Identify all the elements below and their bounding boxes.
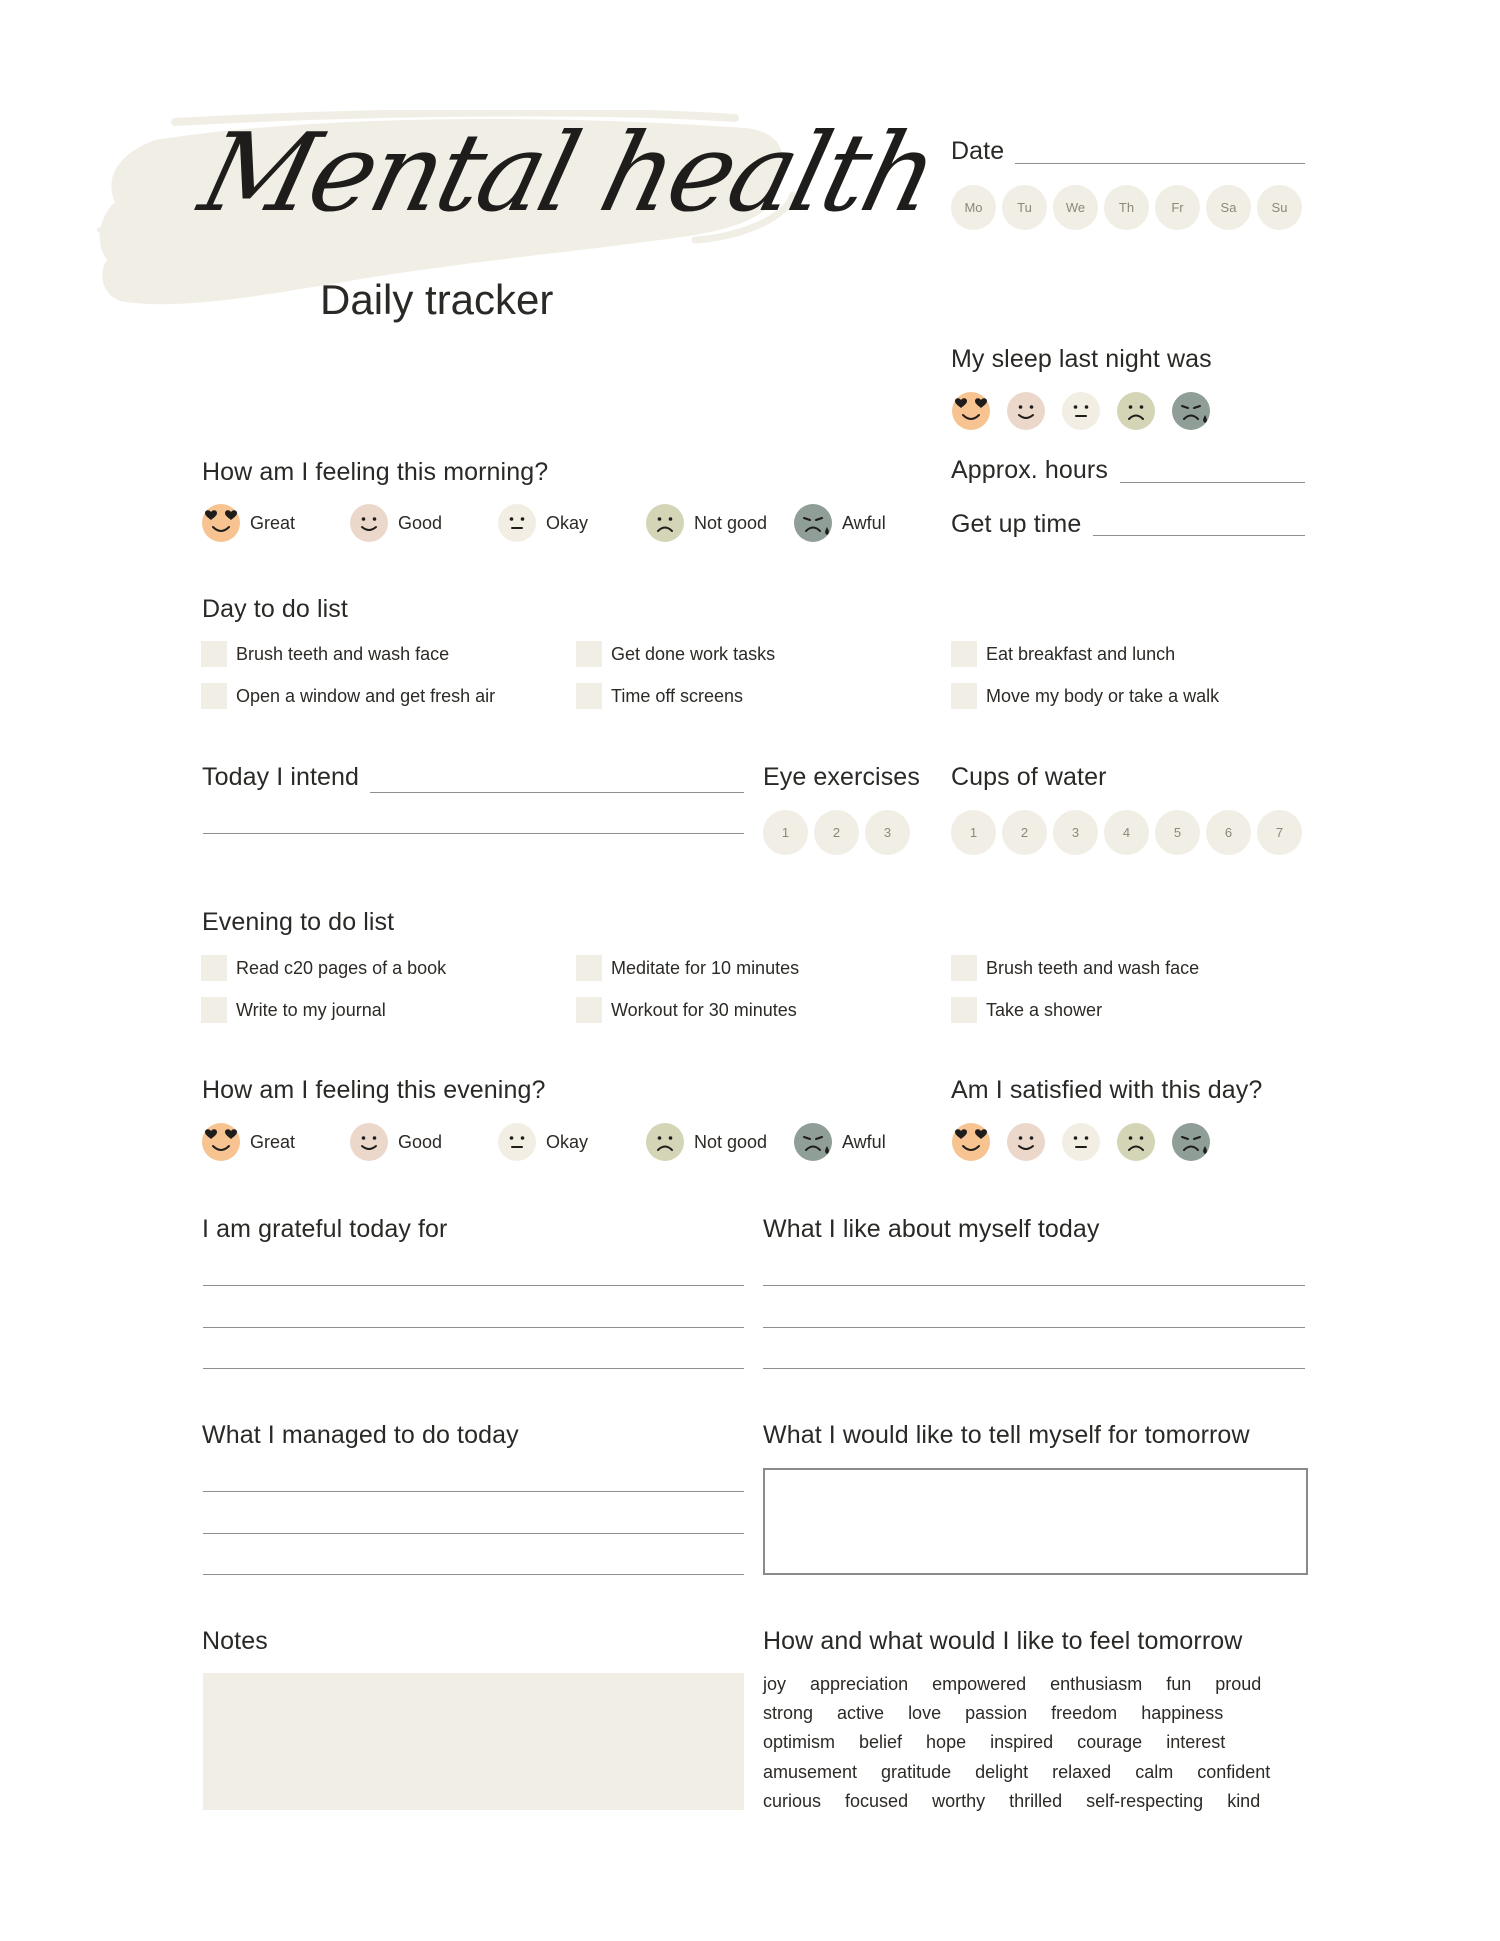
feel-word[interactable]: fun [1166, 1674, 1192, 1694]
checkbox[interactable] [951, 955, 977, 981]
getup-time-label: Get up time [951, 510, 1082, 538]
feel-word[interactable]: passion [965, 1703, 1028, 1724]
feel-word[interactable]: inspired [990, 1732, 1054, 1753]
date-line[interactable] [1015, 163, 1305, 164]
feel-word[interactable]: love [908, 1703, 942, 1724]
mood-option-not-good[interactable] [645, 503, 793, 543]
approx-hours-label: Approx. hours [951, 456, 1108, 484]
todo-item[interactable] [951, 683, 1326, 709]
checkbox[interactable] [201, 955, 227, 981]
frown-face-icon [645, 503, 685, 543]
count-circle[interactable]: 5 [1155, 810, 1200, 855]
feel-word[interactable]: belief [859, 1732, 903, 1753]
mood-option-not-good[interactable] [645, 1122, 793, 1162]
mood-label: Okay [546, 512, 589, 533]
neutral-face-icon [497, 503, 537, 543]
eye-exercises-label: Eye exercises [763, 763, 920, 791]
evening-todo-list [201, 955, 1326, 1023]
todo-label: Meditate for 10 minutes [611, 957, 800, 978]
todo-item[interactable] [951, 955, 1326, 981]
morning-mood-label: How am I feeling this morning? [202, 458, 549, 486]
count-circle[interactable]: 4 [1104, 810, 1149, 855]
heart-eyes-face-icon[interactable] [951, 391, 991, 431]
feel-word[interactable]: curious [763, 1790, 822, 1811]
intend-line[interactable] [203, 833, 744, 834]
like-myself-line[interactable] [763, 1285, 1305, 1286]
feel-word[interactable]: appreciation [810, 1674, 909, 1694]
mood-option-good[interactable] [349, 503, 497, 543]
eye-exercises-counter [763, 810, 910, 855]
day-circle[interactable]: Fr [1155, 185, 1200, 230]
todo-item[interactable] [201, 641, 576, 667]
approx-hours-line[interactable] [1120, 482, 1305, 483]
evening-todo-label: Evening to do list [202, 908, 395, 936]
feel-word[interactable]: freedom [1051, 1703, 1118, 1724]
smile-face-icon[interactable] [1006, 391, 1046, 431]
feel-words-row [763, 1728, 1323, 1757]
todo-label: Brush teeth and wash face [236, 643, 450, 664]
checkbox[interactable] [576, 641, 602, 667]
feel-word[interactable]: amusement [763, 1761, 858, 1782]
frown-face-icon [645, 1122, 685, 1162]
feel-word[interactable]: proud [1215, 1674, 1262, 1694]
tell-tomorrow-textarea[interactable] [763, 1468, 1308, 1575]
todo-item[interactable] [201, 997, 576, 1023]
feel-word[interactable]: enthusiasm [1050, 1674, 1143, 1694]
feel-word[interactable]: worthy [932, 1790, 986, 1811]
satisfied-label: Am I satisfied with this day? [951, 1076, 1263, 1104]
heart-eyes-face-icon [201, 503, 241, 543]
managed-label: What I managed to do today [202, 1421, 519, 1449]
count-circle[interactable]: 2 [814, 810, 859, 855]
feel-word[interactable]: happiness [1141, 1703, 1224, 1724]
grateful-label: I am grateful today for [202, 1215, 448, 1243]
day-circle[interactable]: We [1053, 185, 1098, 230]
mood-label: Good [398, 1131, 443, 1152]
todo-label: Workout for 30 minutes [611, 999, 797, 1020]
todo-label: Read c20 pages of a book [236, 957, 447, 978]
feel-word[interactable]: courage [1077, 1732, 1143, 1753]
getup-time-line[interactable] [1093, 535, 1305, 536]
grateful-line[interactable] [203, 1285, 744, 1286]
mood-option-awful[interactable] [793, 1122, 941, 1162]
sleep-rating [951, 391, 1211, 431]
day-todo-label: Day to do list [202, 595, 348, 623]
satisfied-rating [951, 1122, 1211, 1162]
mood-option-great[interactable] [201, 503, 349, 543]
crying-face-icon [793, 503, 833, 543]
todo-label: Move my body or take a walk [986, 685, 1220, 706]
todo-label: Get done work tasks [611, 643, 776, 664]
todo-label: Take a shower [986, 999, 1103, 1020]
feel-word[interactable]: focused [845, 1790, 909, 1811]
checkbox[interactable] [576, 683, 602, 709]
todo-item[interactable] [201, 955, 576, 981]
water-label: Cups of water [951, 763, 1107, 791]
feel-word[interactable]: optimism [763, 1732, 836, 1753]
like-myself-label: What I like about myself today [763, 1215, 1100, 1243]
count-circle[interactable]: 3 [865, 810, 910, 855]
heart-eyes-face-icon[interactable] [951, 1122, 991, 1162]
page-title-script: Mental health [189, 111, 948, 236]
count-circle[interactable]: 7 [1257, 810, 1302, 855]
like-myself-line[interactable] [763, 1368, 1305, 1369]
mood-label: Awful [842, 1131, 886, 1152]
checkbox[interactable] [951, 641, 977, 667]
todo-item[interactable] [576, 683, 951, 709]
feel-word[interactable]: active [837, 1703, 885, 1724]
managed-line[interactable] [203, 1491, 744, 1492]
day-todo-list [201, 641, 1326, 709]
intend-line[interactable] [370, 792, 744, 793]
todo-item[interactable] [576, 641, 951, 667]
feel-words-row [763, 1699, 1323, 1728]
todo-item[interactable] [951, 997, 1326, 1023]
intend-label: Today I intend [202, 763, 360, 791]
todo-item[interactable] [951, 641, 1326, 667]
todo-item[interactable] [201, 683, 576, 709]
feel-words-row [763, 1787, 1323, 1816]
day-circle[interactable]: Su [1257, 185, 1302, 230]
feel-word[interactable]: thrilled [1009, 1790, 1063, 1811]
feel-words-row [763, 1670, 1323, 1699]
todo-item[interactable] [576, 955, 951, 981]
day-circle[interactable]: Sa [1206, 185, 1251, 230]
feel-word[interactable]: hope [926, 1732, 967, 1753]
notes-label: Notes [202, 1627, 268, 1655]
managed-line[interactable] [203, 1533, 744, 1534]
mood-label: Awful [842, 512, 886, 533]
feel-word[interactable]: self-respecting [1086, 1790, 1204, 1811]
neutral-face-icon[interactable] [1061, 1122, 1101, 1162]
checkbox[interactable] [951, 683, 977, 709]
grateful-line[interactable] [203, 1327, 744, 1328]
day-circle[interactable]: Th [1104, 185, 1149, 230]
smile-face-icon[interactable] [1006, 1122, 1046, 1162]
todo-item[interactable] [576, 997, 951, 1023]
feel-word[interactable]: empowered [932, 1674, 1027, 1694]
mood-label: Okay [546, 1131, 589, 1152]
checkbox[interactable] [201, 683, 227, 709]
day-circle[interactable]: Mo [951, 185, 996, 230]
mood-label: Great [250, 1131, 296, 1152]
mood-label: Not good [694, 1131, 768, 1152]
feel-word[interactable]: kind [1227, 1790, 1261, 1811]
mood-option-good[interactable] [349, 1122, 497, 1162]
checkbox[interactable] [951, 997, 977, 1023]
feel-tomorrow-label: How and what would I like to feel tomorrow [763, 1627, 1243, 1655]
feel-word[interactable]: interest [1166, 1732, 1226, 1753]
todo-label: Write to my journal [236, 999, 386, 1020]
neutral-face-icon [497, 1122, 537, 1162]
checkbox[interactable] [576, 997, 602, 1023]
todo-label: Time off screens [611, 685, 744, 706]
managed-line[interactable] [203, 1574, 744, 1575]
feel-word[interactable]: strong [763, 1703, 814, 1724]
day-circle[interactable]: Tu [1002, 185, 1047, 230]
mood-option-great[interactable] [201, 1122, 349, 1162]
checkbox[interactable] [201, 997, 227, 1023]
date-label: Date [951, 137, 1005, 165]
page-subtitle: Daily tracker [320, 276, 554, 323]
mood-label: Great [250, 512, 296, 533]
feel-word[interactable]: calm [1135, 1761, 1174, 1782]
grateful-line[interactable] [203, 1368, 744, 1369]
feel-word[interactable]: delight [975, 1761, 1029, 1782]
smile-face-icon [349, 1122, 389, 1162]
checkbox[interactable] [576, 955, 602, 981]
sleep-label: My sleep last night was [951, 345, 1212, 373]
count-circle[interactable]: 2 [1002, 810, 1047, 855]
feel-words-row [763, 1758, 1323, 1787]
mood-label: Not good [694, 512, 768, 533]
evening-mood-row [201, 1122, 941, 1162]
neutral-face-icon[interactable] [1061, 391, 1101, 431]
tell-tomorrow-label: What I would like to tell myself for tomorrow [763, 1421, 1250, 1449]
notes-area[interactable] [203, 1673, 744, 1810]
feel-word[interactable]: confident [1197, 1761, 1271, 1782]
crying-face-icon [793, 1122, 833, 1162]
crying-face-icon[interactable] [1171, 1122, 1211, 1162]
morning-mood-row [201, 503, 941, 543]
feel-word[interactable]: relaxed [1052, 1761, 1112, 1782]
todo-label: Brush teeth and wash face [986, 957, 1200, 978]
feel-word[interactable]: joy [763, 1674, 787, 1694]
mood-option-okay[interactable] [497, 503, 645, 543]
count-circle[interactable]: 1 [951, 810, 996, 855]
crying-face-icon[interactable] [1171, 391, 1211, 431]
smile-face-icon [349, 503, 389, 543]
feel-words-list [763, 1670, 1323, 1816]
heart-eyes-face-icon [201, 1122, 241, 1162]
water-counter [951, 810, 1302, 855]
frown-face-icon[interactable] [1116, 391, 1156, 431]
todo-label: Eat breakfast and lunch [986, 643, 1176, 664]
frown-face-icon[interactable] [1116, 1122, 1156, 1162]
evening-mood-label: How am I feeling this evening? [202, 1076, 546, 1104]
mood-option-awful[interactable] [793, 503, 941, 543]
count-circle[interactable]: 3 [1053, 810, 1098, 855]
todo-label: Open a window and get fresh air [236, 685, 496, 706]
mood-label: Good [398, 512, 443, 533]
count-circle[interactable]: 6 [1206, 810, 1251, 855]
feel-word[interactable]: gratitude [881, 1761, 952, 1782]
like-myself-line[interactable] [763, 1327, 1305, 1328]
weekday-selector [951, 185, 1302, 230]
count-circle[interactable]: 1 [763, 810, 808, 855]
checkbox[interactable] [201, 641, 227, 667]
mood-option-okay[interactable] [497, 1122, 645, 1162]
